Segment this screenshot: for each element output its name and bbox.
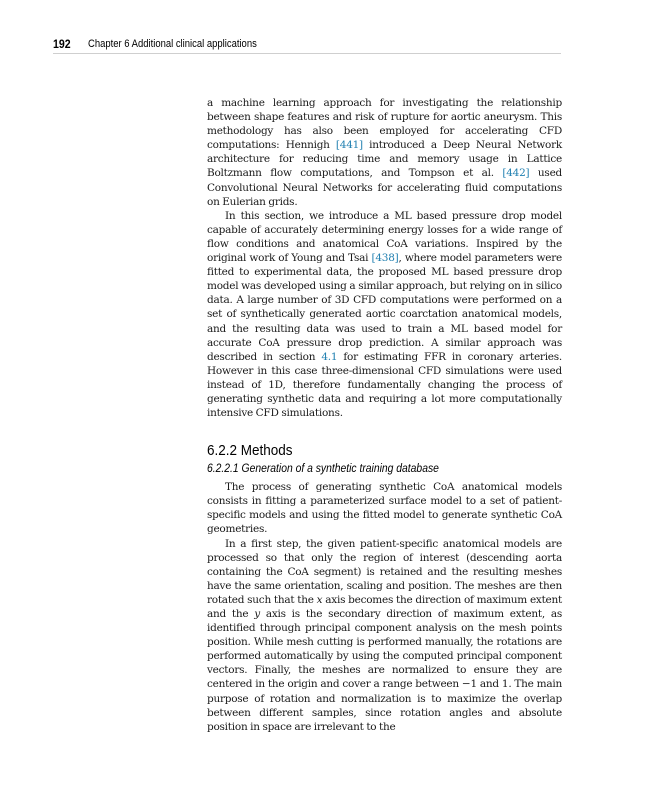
paragraph-4 <box>207 537 562 734</box>
x-variable: x <box>316 593 323 606</box>
page-number: 192 <box>53 37 71 51</box>
paragraph-1 <box>207 96 562 209</box>
paragraph-text: axis is the secondary direction of maximum extent, as identified through principal component analysis on the mesh points position. While mesh cutting is performed manually, the rotations are performed automatically by using the computed principal component vectors. Finally, the meshes are normalized to ensure they are centered in the origin and cover a range between −1 and 1. The main purpose of rotation and normalization is to maximize the overlap between different samples, since rotation angles and absolute position in space are irrelevant to the <box>207 608 562 733</box>
paragraph-text: In a first step, the given patient-specific anatomical models are processed so that only the region of interest (descending aorta containing the CoA segment) is retained and the resulting meshes have the same orientation, scaling and position. The meshes are then rotated such that the <box>207 537 562 606</box>
paragraph-text: axis becomes the direction of maximum extent and the <box>207 593 562 620</box>
y-variable: y <box>254 608 260 620</box>
paragraph-text: introduced a Deep Neural Network architecture for reducing time and memory usage in Lattice Boltzmann flow computations, and Tompson et al. <box>207 139 562 180</box>
paragraph-text: used Convolutional Neural Networks for accelerating fluid computations on Eulerian grids. <box>207 167 562 208</box>
paragraph-text: , where model parameters were fitted to experimental data, the proposed ML based pressure drop model was developed using a similar approach, but relying on in silico data. A large number of 3D CFD computations were performed on a set of synthetically generated aortic coarctation anatomical models, and the resulting data was used to train a ML based model for accurate CoA pressure drop prediction. A similar approach was described in section <box>207 252 562 363</box>
subsection-heading: 6.2.2.1 Generation of a synthetic training database <box>207 463 439 476</box>
paragraph-text: a machine learning approach for investigating the relationship between shape features and risk of rupture for aortic aneurysm. This methodology has also been employed for accelerating CFD computations: Hennigh <box>207 97 562 152</box>
citation-link[interactable]: [441] <box>335 139 363 152</box>
body-text <box>207 96 562 734</box>
section-reference-link[interactable]: 4.1 <box>321 350 338 363</box>
paragraph-3: The process of generating synthetic CoA anatomical models consists in fitting a parameterized surface model to a set of patient-specific models and using the fitted model to generate synthetic CoA geometries. <box>207 481 562 536</box>
running-head: Chapter 6 Additional clinical applications <box>88 38 257 50</box>
paragraph-2 <box>207 209 562 420</box>
paragraph-text: In this section, we introduce a ML based pressure drop model capable of accurately determining energy losses for a wide range of flow conditions and anatomical CoA variations. Inspired by the original work of Young and Tsai <box>207 209 562 265</box>
paragraph-text: for estimating FFR in coronary arteries. However in this case three-dimensional CFD simulations were used instead of 1D, therefore fundamentally changing the process of generating synthetic data and requiring a lot more computationally intensive CFD simulations. <box>207 350 562 420</box>
section-heading: 6.2.2 Methods <box>207 442 293 460</box>
citation-link[interactable]: [438] <box>371 252 399 265</box>
page-header <box>53 37 561 54</box>
citation-link[interactable]: [442] <box>502 167 530 180</box>
